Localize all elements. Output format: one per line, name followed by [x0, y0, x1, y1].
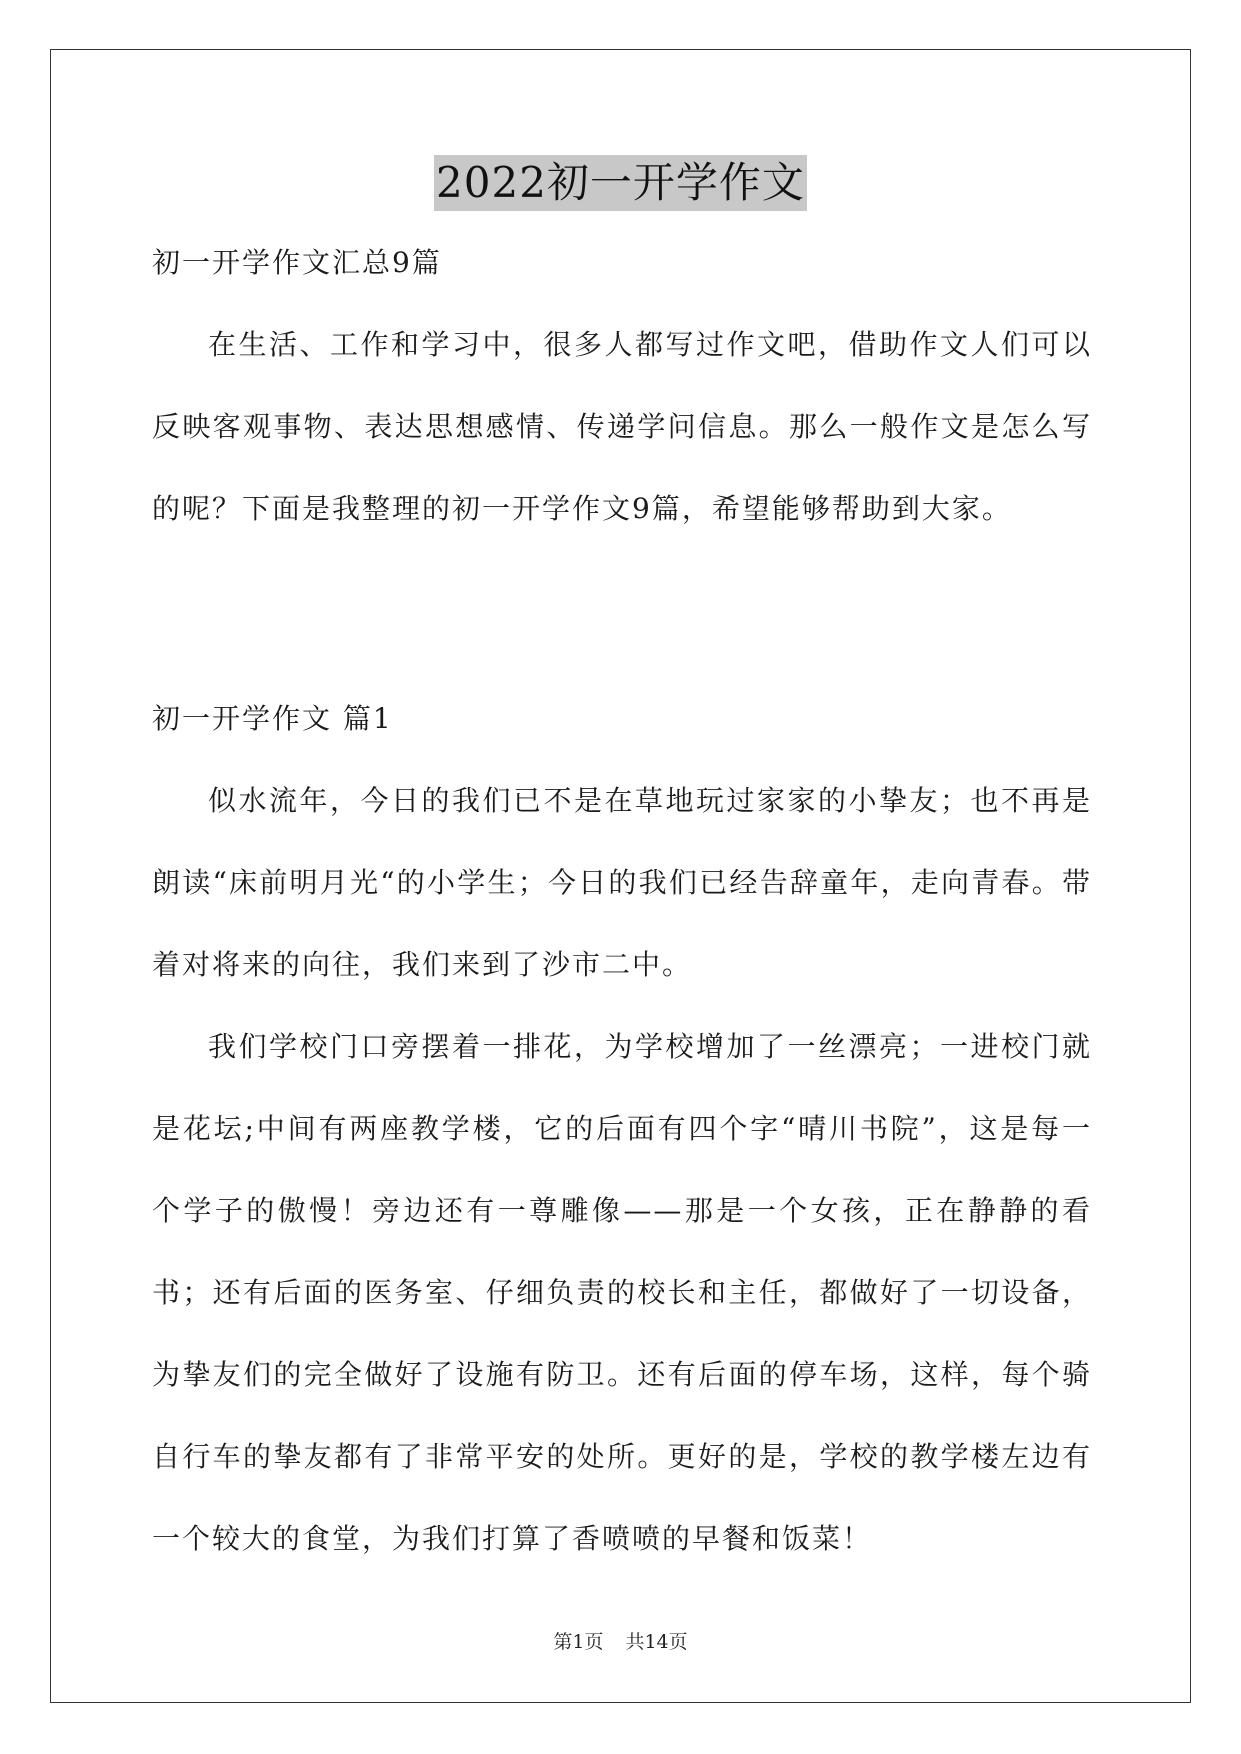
document-title: 2022初一开学作文 — [434, 155, 807, 211]
title-container — [0, 155, 1241, 211]
section-heading: 初一开学作文 篇1 — [152, 702, 393, 735]
section-paragraph-2: 我们学校门口旁摆着一排花，为学校增加了一丝漂亮；一进校门就是花坛;中间有两座教学楼，它的后面有四个字“晴川书院”，这是每一个学子的傲慢！旁边还有一尊雕像——那是一个女孩，正在静静的看书；还有后面的医务室、仔细负责的校长和主任，都做好了一切设备，为挚友们的完全做好了设施有防卫。还有后面的停车场，这样，每个骑自行车的挚友都有了非常平安的处所。更好的是，学校的教学楼左边有一个较大的食堂，为我们打算了香喷喷的早餐和饭菜！ — [152, 1030, 1092, 1555]
document-body — [152, 222, 1092, 1580]
page-footer — [0, 1630, 1241, 1654]
section-paragraph-1: 似水流年，今日的我们已不是在草地玩过家家的小挚友；也不再是朗读“床前明月光“的小学生；今日的我们已经告辞童年，走向青春。带着对将来的向往，我们来到了沙市二中。 — [152, 784, 1092, 981]
document-subtitle: 初一开学作文汇总9篇 — [152, 246, 442, 279]
page-total: 共14页 — [625, 1631, 688, 1653]
intro-paragraph: 在生活、工作和学习中，很多人都写过作文吧，借助作文人们可以反映客观事物、表达思想感情、传递学问信息。那么一般作文是怎么写的呢？下面是我整理的初一开学作文9篇，希望能够帮助到大家。 — [152, 328, 1092, 525]
page-number: 第1页 — [553, 1631, 604, 1653]
